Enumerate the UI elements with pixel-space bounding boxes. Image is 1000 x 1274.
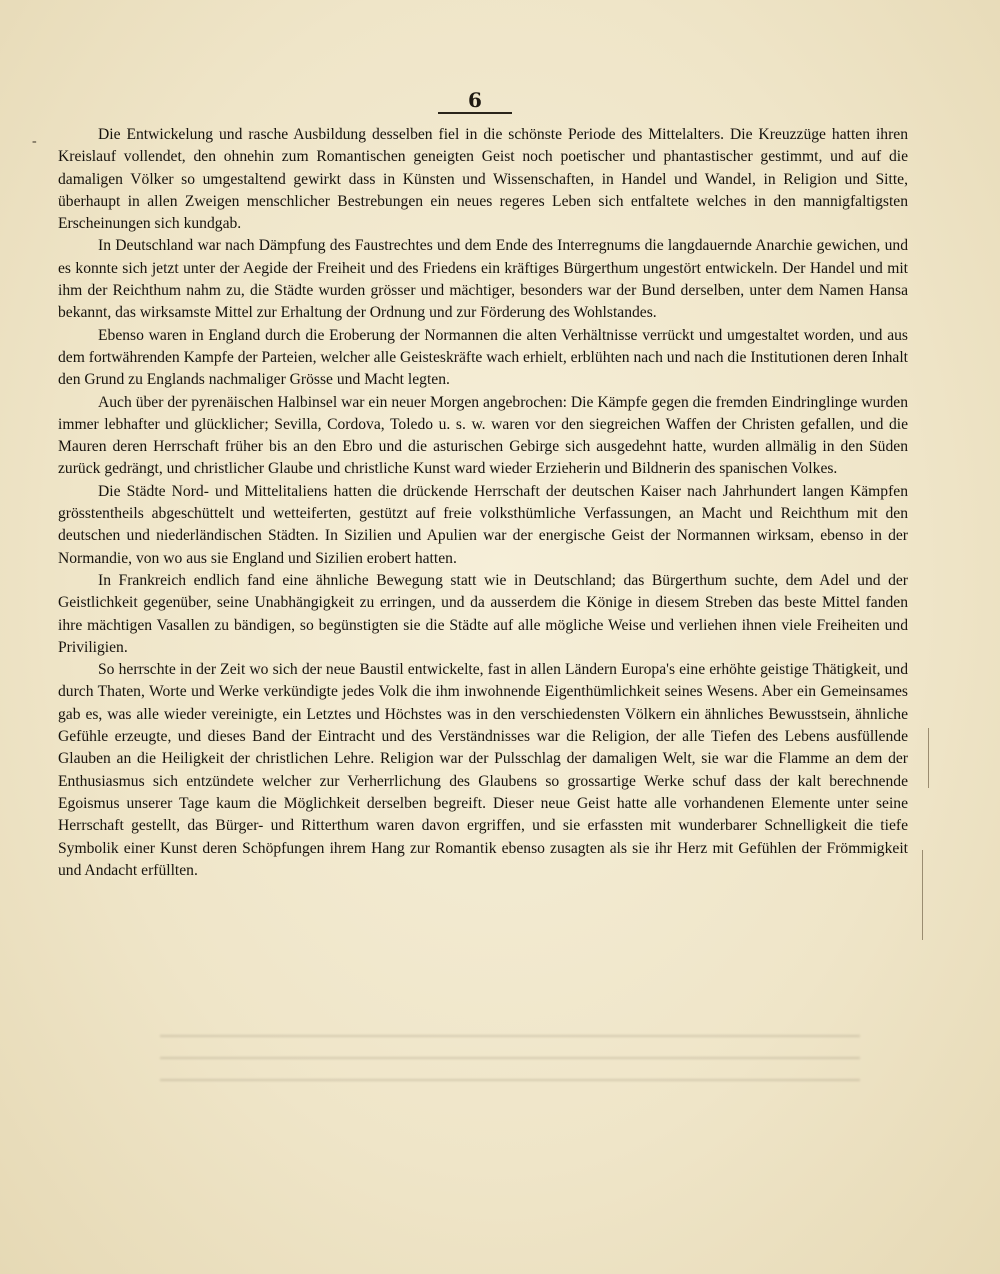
margin-pencil-mark [922,850,923,940]
page-number: 6 [468,88,482,112]
paragraph-4: Auch über der pyrenäischen Halbinsel war ein neuer Morgen angebrochen: Die Kämpfe gegen die fremden Eindringlinge wurden immer lebhafter und glücklicher; Sevilla, Cordova, Toledo u. s. w. waren vor den siegreichen Waffen der Christen gefallen, und die Mauren deren Herrschaft früher bis an den Ebro und die asturischen Gebirge sich ausgedehnt hatte, wurden allmälig in den Süden zurück gedrängt, und christlicher Glaube und christliche Kunst ward wieder Erzieherin und Bildnerin des spanischen Volkes. [58,393,908,478]
page-number-rule [438,112,512,114]
bleed-through-text [160,1035,860,1095]
paragraph-3: Ebenso waren in England durch die Eroberung der Normannen die alten Verhältnisse verrückt und umgestaltet worden, und aus dem fortwährenden Kampfe der Parteien, welcher alle Geisteskräfte wach erhielt, erblühten nach und nach die Institutionen deren Inhalt den Grund zu Englands nachmaliger Grösse und Macht legten. [58,326,908,389]
margin-pencil-mark [928,728,929,788]
paragraph-6: In Frankreich endlich fand eine ähnliche Bewegung statt wie in Deutschland; das Bürgerthum suchte, dem Adel und der Geistlichkeit gegenüber, seine Unabhängigkeit zu erringen, und da ausserdem die Könige in diesem Streben das beste Mittel fanden ihre mächtigen Vasallen zu bändigen, so begünstigten sie die Städte auf alle mögliche Weise und verliehen ihnen viele Freiheiten und Priviligien. [58,571,908,656]
paragraph-7: So herrschte in der Zeit wo sich der neue Baustil entwickelte, fast in allen Ländern Europa's eine erhöhte geistige Thätigkeit, und durch Thaten, Worte und Werke verkündigte jedes Volk die ihm inwohnende Eigenthümlichkeit seines Wesens. Aber ein Gemeinsames gab es, was alle wieder vereinigte, ein Letztes und Höchstes was in den verschiedensten Völkern ein ähnliches Bewusstsein, ähnliche Gefühle erzeugte, und dieses Band der Eintracht und des Verständnisses war die Religion, der alle Tiefen des Lebens ausfüllende Glauben an die Heiligkeit der christlichen Lehre. Religion war der Pulsschlag der damaligen Welt, sie war die Flamme an dem der Enthusiasmus sich entzündete welcher zur Verherrlichung des Glaubens so grossartige Werke schuf dass der kalt berechnende Egoismus unserer Tage kaum die Möglichkeit derselben begreift. Dieser neue Geist hatte alle vorhandenen Elemente unter seine Herrschaft gestellt, das Bürger- und Ritterthum waren davon ergriffen, und sie erfassten mit wunderbarer Schnelligkeit die tiefe Symbolik einer Kunst deren Schöpfungen ihrem Hang zur Romantik ebenso zusagten als sie ihr Herz mit Gefühlen der Frömmigkeit und Andacht erfüllten. [58,661,908,879]
paragraph-5: Die Städte Nord- und Mittelitaliens hatten die drückende Herrschaft der deutschen Kaiser nach Jahrhundert langen Kämpfen grösstentheils abgeschüttelt und wetteiferten, gestützt auf freie volksthümliche Verfassungen, an Macht und Reichthum mit den deutschen und niederländischen Städten. In Sizilien und Apulien war der energische Geist der Normannen wirksam, ebenso in der Normandie, von wo aus sie England und Sizilien erobert hatten. [58,482,908,567]
paragraph-2: In Deutschland war nach Dämpfung des Faustrechtes und dem Ende des Interregnums die langdauernde Anarchie gewichen, und es konnte sich jetzt unter der Aegide der Freiheit und des Friedens ein kräftiges Bürgerthum ungestört entwickeln. Der Handel und mit ihm der Reichthum nahm zu, die Städte wurden grösser und mächtiger, besonders war der Bund derselben, unter dem Namen Hansa bekannt, das wirksamste Mittel zur Erhaltung der Ordnung und zur Förderung des Wohlstandes. [58,237,908,322]
paragraph-1: Die Entwickelung und rasche Ausbildung desselben fiel in die schönste Periode des Mittelalters. Die Kreuzzüge hatten ihren Kreislauf vollendet, den ohnehin zum Romantischen geneigten Geist noch poetischer und phantastischer gestimmt, und auf die damaligen Völker so umgestaltend gewirkt dass in Künsten und Wissenschaften, in Handel und Wandel, in Religion und Sitte, überhaupt in allen Zweigen menschlicher Bestrebungen ein neues regeres Leben sich entfaltete welches in den mannigfaltigsten Erscheinungen sich kundgab. [58,126,908,233]
margin-dash: - [32,134,37,149]
body-text [58,124,908,882]
